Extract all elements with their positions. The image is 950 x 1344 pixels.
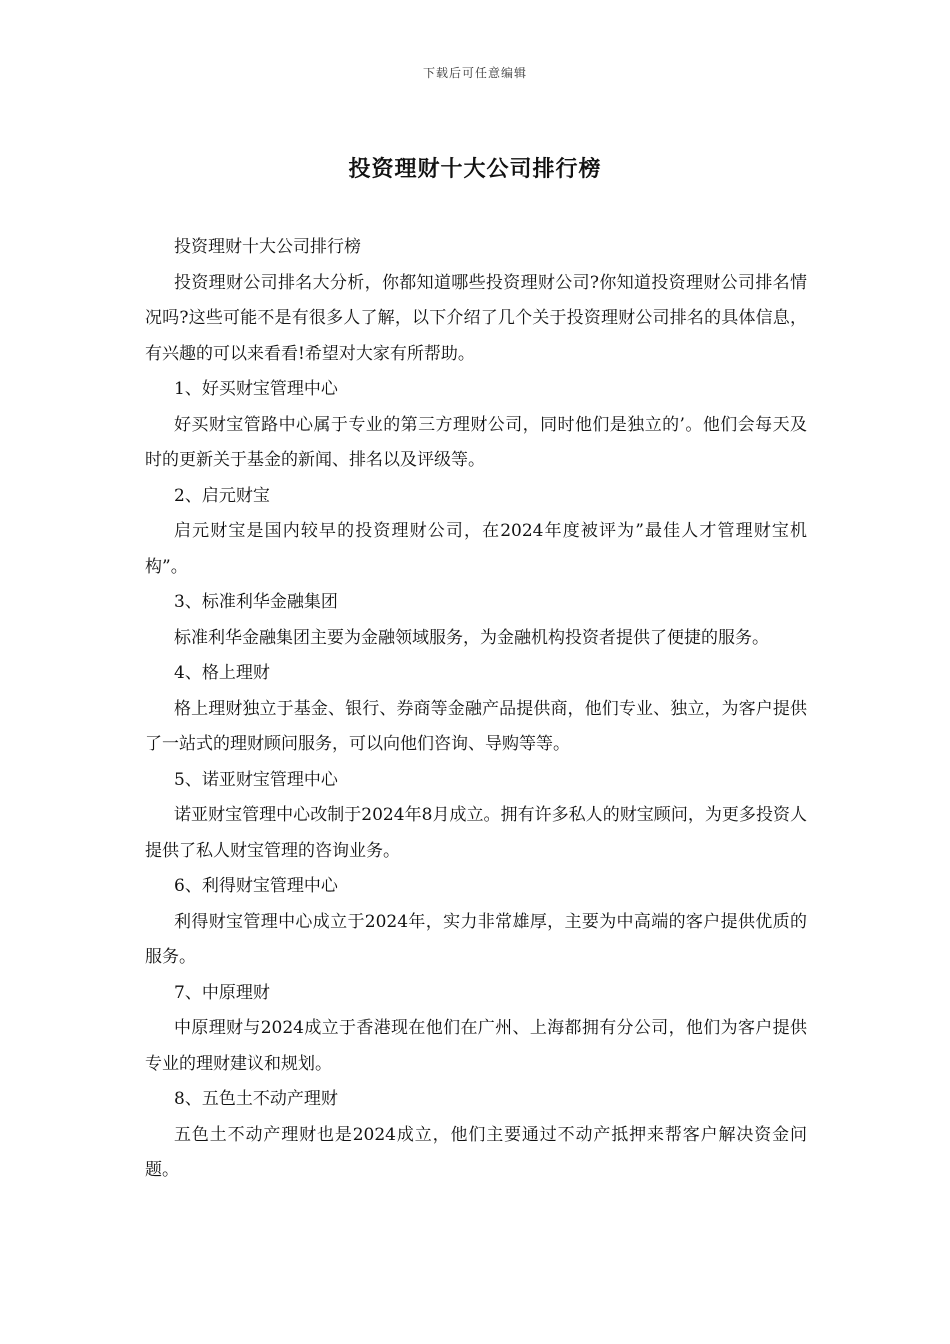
item-heading: 1、好买财宝管理中心 <box>174 379 338 399</box>
document-body <box>145 230 807 1189</box>
item-heading: 8、五色土不动产理财 <box>174 1089 338 1109</box>
item-body: 格上理财独立于基金、银行、券商等金融产品提供商，他们专业、独立，为客户提供了一站式的理财顾问服务，可以向他们咨询、导购等等。 <box>145 698 807 754</box>
item-heading: 2、启元财宝 <box>174 485 270 506</box>
item-body: 五色土不动产理财也是2024成立，他们主要通过不动产抵押来帮客户解决资金问题。 <box>145 1124 807 1180</box>
item-heading: 7、中原理财 <box>174 982 270 1003</box>
item-body: 标准利华金融集团主要为金融领域服务，为金融机构投资者提供了便捷的服务。 <box>174 627 769 648</box>
page-header-note: 下载后可任意编辑 <box>422 66 527 80</box>
item-body: 诺亚财宝管理中心改制于2024年8月成立。拥有许多私人的财宝顾问，为更多投资人提供了私人财宝管理的咨询业务。 <box>145 805 807 861</box>
item-body: 中原理财与2024成立于香港现在他们在广州、上海都拥有分公司，他们为客户提供专业的理财建议和规划。 <box>145 1018 807 1074</box>
item-body: 启元财宝是国内较早的投资理财公司，在2024年度被评为”最佳人才管理财宝机构”。 <box>145 521 807 577</box>
item-heading: 3、标准利华金融集团 <box>174 592 338 612</box>
item-body: 好买财宝管路中心属于专业的第三方理财公司，同时他们是独立的’。他们会每天及时的更新关于基金的新闻、排名以及评级等。 <box>145 414 807 470</box>
item-heading: 5、诺亚财宝管理中心 <box>174 769 338 790</box>
item-heading: 6、利得财宝管理中心 <box>174 876 338 896</box>
document-title: 投资理财十大公司排行榜 <box>348 157 602 182</box>
item-heading: 4、格上理财 <box>174 663 270 683</box>
intro-paragraph: 投资理财公司排名大分析，你都知道哪些投资理财公司?你知道投资理财公司排名情况吗?这些可能不是有很多人了解，以下介绍了几个关于投资理财公司排名的具体信息，有兴趣的可以来看看!希望对大家有所帮助。 <box>145 272 807 364</box>
intro-title: 投资理财十大公司排行榜 <box>174 237 361 257</box>
item-body: 利得财宝管理中心成立于2024年，实力非常雄厚，主要为中高端的客户提供优质的服务。 <box>145 911 807 967</box>
